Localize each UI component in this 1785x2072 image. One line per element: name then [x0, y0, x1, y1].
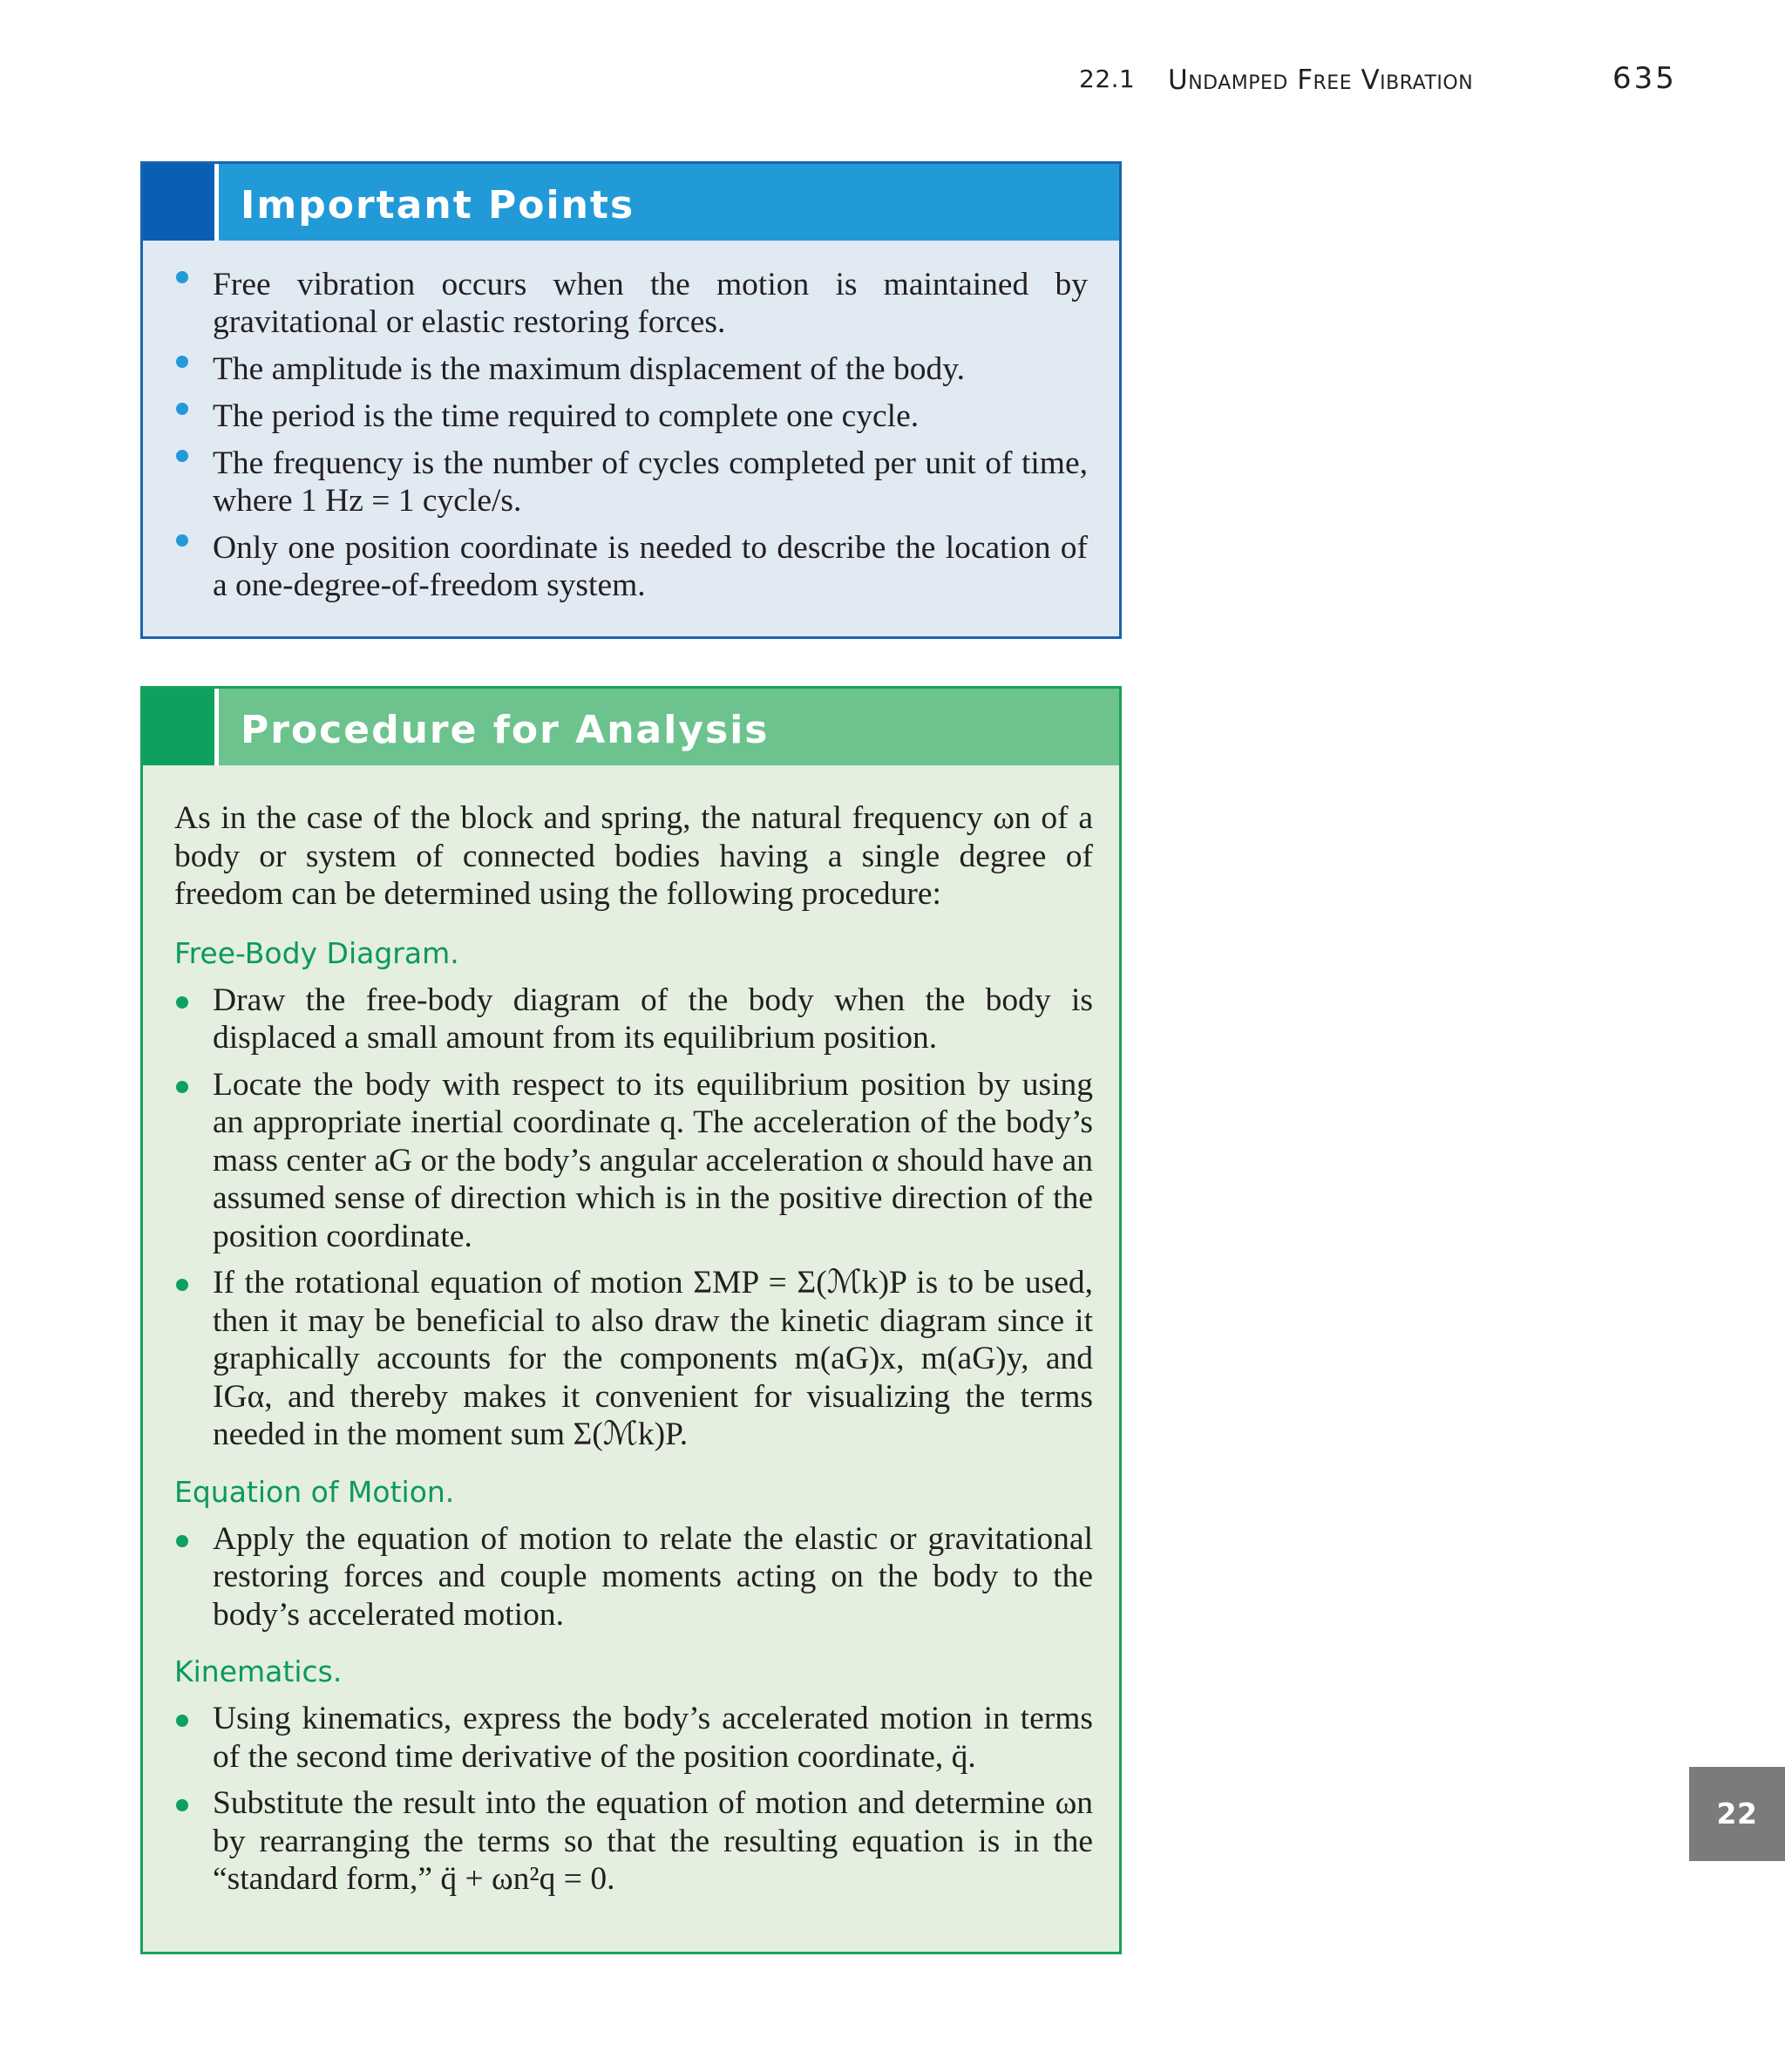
equation-of-motion-list [174, 1520, 1093, 1634]
bullet-icon [176, 1715, 188, 1727]
important-points-list [143, 266, 1119, 614]
list-item: Only one position coordinate is needed to describe the location of a one-degree-of-freedom system. [143, 529, 1119, 604]
bullet-icon [176, 534, 188, 547]
section-heading-equation-of-motion: Equation of Motion. [174, 1474, 455, 1509]
important-points-header [143, 164, 1119, 241]
list-item: Draw the free-body diagram of the body when the body is displaced a small amount from its equilibrium position. [174, 982, 1093, 1057]
bullet-icon [176, 1535, 188, 1547]
bullet-icon [176, 403, 188, 415]
section-number: 22.1 [1079, 65, 1136, 93]
section-heading-free-body: Free-Body Diagram. [174, 935, 459, 970]
important-points-title: Important Points [241, 183, 635, 228]
list-item: If the rotational equation of motion ΣMP = Σ(ℳk)P is to be used, then it may be beneficial to also draw the kinetic diagram since it graphically accounts for the components m(aG)x, m(aG)y, and IGα, and thereby makes it convenient for visualizing the terms needed in the moment sum Σ(ℳk)P. [174, 1264, 1093, 1454]
bullet-icon [176, 1279, 188, 1291]
kinematics-list [174, 1700, 1093, 1899]
header-divider [214, 689, 219, 765]
list-item: The amplitude is the maximum displacement of the body. [143, 350, 1119, 388]
bullet-icon [176, 271, 188, 283]
procedure-intro: As in the case of the block and spring, the natural frequency ωn of a body or system of connected bodies having a single degree of freedom can be determined using the following procedure: [174, 800, 1093, 912]
header-divider [214, 164, 219, 241]
section-heading-kinematics: Kinematics. [174, 1654, 343, 1688]
bullet-icon [176, 450, 188, 462]
header-tab [143, 164, 214, 241]
important-points-box [140, 161, 1122, 639]
list-item: The frequency is the number of cycles completed per unit of time, where 1 Hz = 1 cycle/s. [143, 445, 1119, 520]
list-item: The period is the time required to complete one cycle. [143, 397, 1119, 435]
list-item: Substitute the result into the equation of motion and determine ωn by rearranging the terms so that the resulting equation is in the “standard form,” q̈ + ωn²q = 0. [174, 1784, 1093, 1899]
procedure-content [174, 799, 1093, 1918]
list-item: Locate the body with respect to its equilibrium position by using an appropriate inertial coordinate q. The acceleration of the body’s mass center aG or the body’s angular acceleration α should have an assumed sense of direction which is in the positive direction of the position coordinate. [174, 1066, 1093, 1256]
bullet-icon [176, 996, 188, 1009]
bullet-icon [176, 356, 188, 368]
bullet-icon [176, 1081, 188, 1093]
procedure-box [140, 686, 1122, 1954]
procedure-header [143, 689, 1119, 765]
chapter-tab: 22 [1689, 1767, 1785, 1861]
procedure-title: Procedure for Analysis [241, 708, 770, 752]
page-number: 635 [1612, 61, 1677, 96]
bullet-icon [176, 1799, 188, 1811]
list-item: Free vibration occurs when the motion is maintained by gravitational or elastic restoring forces. [143, 266, 1119, 341]
list-item: Apply the equation of motion to relate the elastic or gravitational restoring forces and couple moments acting on the body to the body’s accelerated motion. [174, 1520, 1093, 1634]
free-body-list [174, 982, 1093, 1454]
header-tab [143, 689, 214, 765]
list-item: Using kinematics, express the body’s accelerated motion in terms of the second time derivative of the position coordinate, q̈. [174, 1700, 1093, 1776]
section-title: Undamped Free Vibration [1168, 65, 1474, 96]
